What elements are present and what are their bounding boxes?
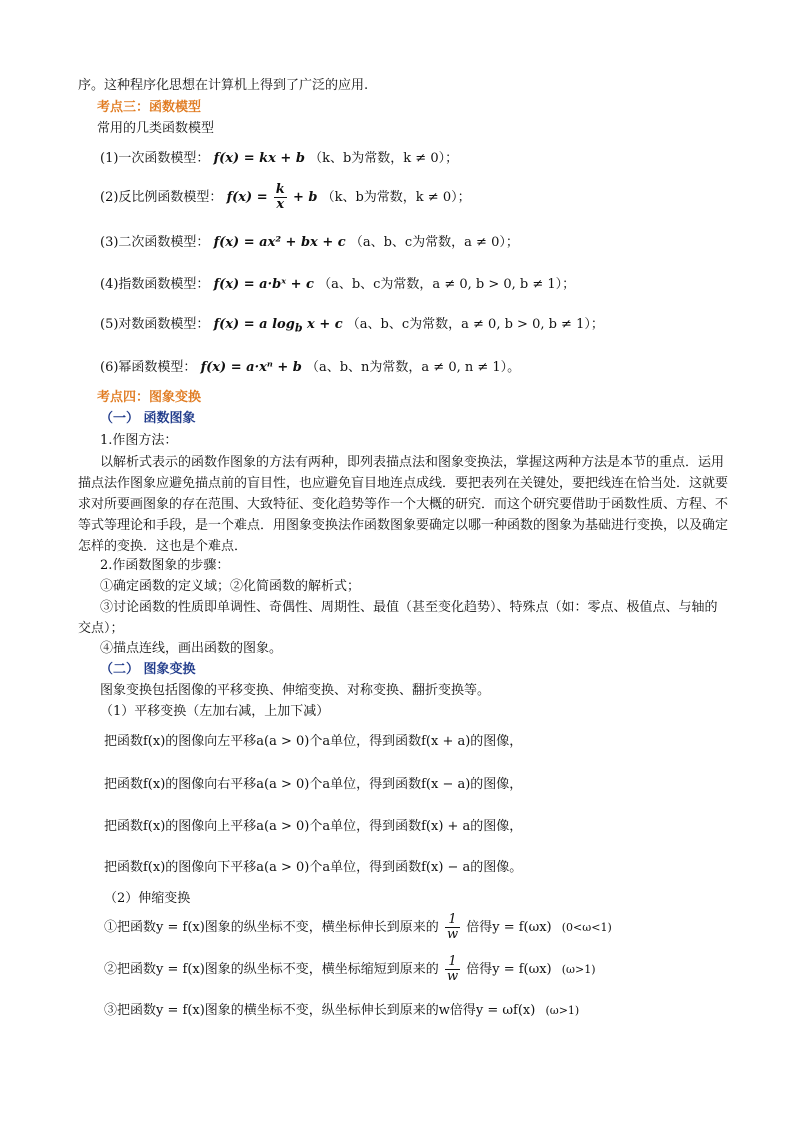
model-2-numerator: k [275, 182, 285, 197]
kp3-title: 考点三：函数模型 [97, 100, 202, 115]
scale-3-condition: (ω>1) [545, 1004, 580, 1017]
intro-text: 序。这种程序化思想在计算机上得到了广泛的应用. [78, 78, 369, 93]
kp4-title: 考点四：图象变换 [97, 390, 202, 405]
scale-2-result: 倍得y = f(ωx) [466, 962, 552, 977]
model-4-condition: （a、b、c为常数，a ≠ 0, b > 0, b ≠ 1）； [318, 277, 576, 292]
scale-1-condition: (0<ω<1) [561, 921, 612, 934]
model-5-formula-a: f(x) = a log [213, 317, 295, 332]
model-2 [100, 183, 471, 213]
step-4: ④描点连线，画出函数的图象。 [100, 641, 283, 656]
step-3: ③讨论函数的性质即单调性、奇偶性、周期性、最值（甚至变化趋势）、特殊点（如：零点、极值点、与轴的交点）； [78, 600, 718, 636]
model-5-label: (5)对数函数模型： [100, 317, 210, 332]
steps-1-2: ①确定函数的定义域；②化简函数的解析式； [100, 579, 361, 594]
shift-up: 把函数f(x)的图像向上平移a(a > 0)个a单位，得到函数f(x) + a的图像， [104, 819, 523, 834]
shift-left: 把函数f(x)的图像向左平移a(a > 0)个a单位，得到函数f(x + a)的图像， [104, 734, 523, 749]
model-1 [100, 150, 458, 168]
shift-right: 把函数f(x)的图像向右平移a(a > 0)个a单位，得到函数f(x − a)的图像， [104, 777, 523, 792]
scale-2-numerator: 1 [445, 955, 460, 970]
section-function-graph: （一） 函数图象 [100, 411, 196, 426]
scale-3-text: ③把函数y = f(x)图象的横坐标不变，纵坐标伸长到原来的w倍得y = ωf(x) [104, 1003, 536, 1018]
model-6 [100, 359, 520, 377]
model-2-fraction [274, 183, 287, 212]
model-2-label: (2)反比例函数模型： [100, 190, 223, 205]
section-graph-transform: （二） 图象变换 [100, 662, 196, 677]
model-3-label: (3)二次函数模型： [100, 235, 210, 250]
scale-1-numerator: 1 [445, 913, 460, 928]
steps-heading: 2.作函数图象的步骤： [100, 558, 230, 573]
model-1-formula: f(x) = kx + b [213, 151, 305, 166]
model-3-formula: f(x) = ax² + bx + c [213, 235, 346, 250]
model-3-condition: （a、b、c为常数，a ≠ 0）； [349, 235, 519, 250]
scale-2-text: ②把函数y = f(x)图象的纵坐标不变，横坐标缩短到原来的 [104, 962, 439, 977]
model-2-rhs: + b [292, 190, 318, 205]
shift-down: 把函数f(x)的图像向下平移a(a > 0)个a单位，得到函数f(x) − a的图像。 [104, 860, 523, 875]
model-6-label: (6)幂函数模型： [100, 360, 197, 375]
model-1-condition: （k、b为常数，k ≠ 0）； [309, 151, 459, 166]
model-4 [100, 276, 575, 294]
model-5-formula-b: x + c [302, 317, 343, 332]
scale-1-fraction [445, 913, 460, 942]
model-4-formula: f(x) = a·bˣ + c [213, 277, 314, 292]
scale-3 [104, 1002, 579, 1020]
model-2-lhs: f(x) = [226, 190, 268, 205]
model-4-label: (4)指数函数模型： [100, 277, 210, 292]
scale-2-denominator: w [446, 969, 459, 984]
scale-1-result: 倍得y = f(ωx) [466, 920, 552, 935]
model-6-condition: （a、b、n为常数，a ≠ 0, n ≠ 1）。 [305, 360, 521, 375]
shift-heading: （1）平移变换（左加右减，上加下减） [100, 704, 330, 719]
model-5-formula-sub: b [294, 321, 303, 335]
scale-heading: （2）伸缩变换 [104, 891, 191, 906]
transform-intro: 图象变换包括图像的平移变换、伸缩变换、对称变换、翻折变换等。 [100, 683, 491, 698]
kp3-subtitle: 常用的几类函数模型 [97, 121, 215, 136]
model-2-condition: （k、b为常数，k ≠ 0）； [321, 190, 471, 205]
model-2-denominator: x [276, 197, 285, 212]
model-5-condition: （a、b、c为常数，a ≠ 0, b > 0, b ≠ 1）； [346, 317, 604, 332]
scale-1-text: ①把函数y = f(x)图象的纵坐标不变，横坐标伸长到原来的 [104, 920, 439, 935]
scale-1 [104, 913, 612, 943]
method-heading: 1.作图方法： [100, 433, 178, 448]
scale-2-fraction [445, 955, 460, 984]
model-1-label: (1)一次函数模型： [100, 151, 210, 166]
model-6-formula: f(x) = a·xⁿ + b [200, 360, 302, 375]
scale-2 [104, 955, 596, 985]
method-paragraph: 以解析式表示的函数作图象的方法有两种，即列表描点法和图象变换法，掌握这两种方法是本节的重点．运用描点法作图象应避免描点前的盲目性，也应避免盲目地连点成线．要把表列在关键处，要把线连在恰当处．这就要求对所要画图象的存在范围、大致特征、变化趋势等作一个大概的研究．而这个研究要借助于函数性质、方程、不等式等理论和手段，是一个难点．用图象变换法作函数图象要确定以哪一种函数的图象为基础进行变换，以及确定怎样的变换．这也是个难点． [78, 455, 729, 554]
model-5 [100, 316, 604, 338]
model-3 [100, 234, 519, 252]
scale-1-denominator: w [446, 927, 459, 942]
scale-2-condition: (ω>1) [561, 963, 596, 976]
